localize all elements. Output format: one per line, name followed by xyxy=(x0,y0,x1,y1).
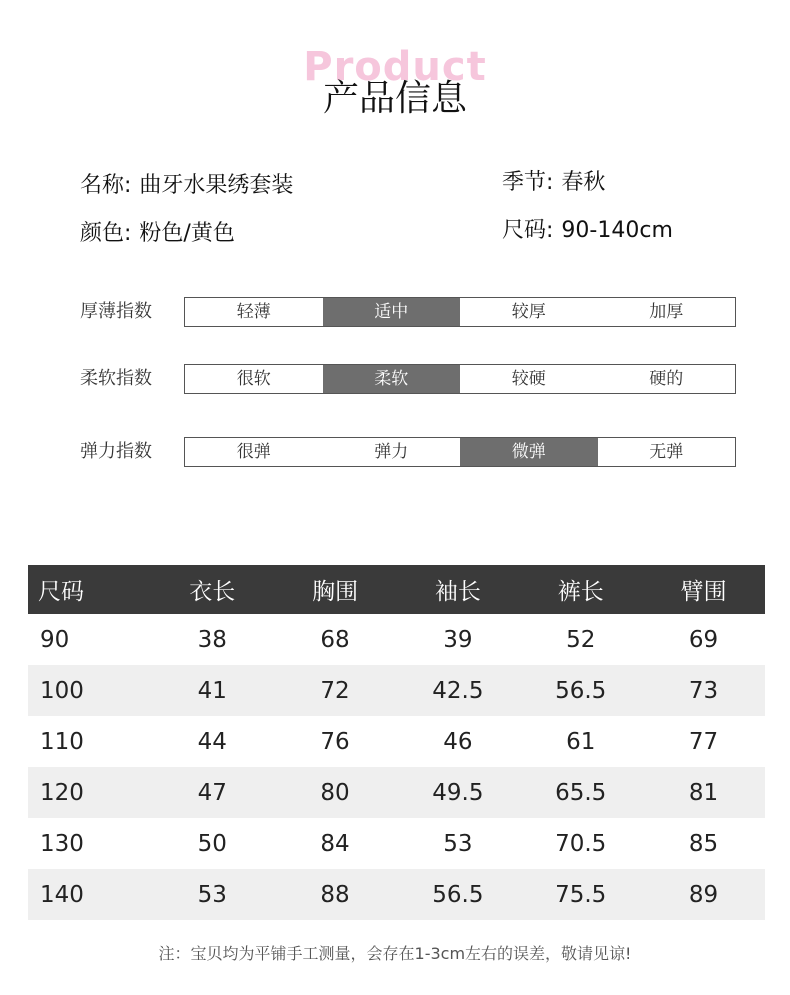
table-cell: 42.5 xyxy=(396,665,519,716)
table-cell: 76 xyxy=(320,728,350,755)
scale-option: 加厚 xyxy=(649,302,684,322)
index-scale xyxy=(184,437,736,467)
index-name: 弹力指数 xyxy=(80,441,152,462)
table-cell: 70.5 xyxy=(555,830,607,857)
scale-option: 弹力 xyxy=(374,442,409,462)
table-cell: 49.5 xyxy=(396,767,519,818)
table-cell: 110 xyxy=(40,728,84,755)
table-header-cell: 臂围 xyxy=(642,565,765,614)
index-name: 厚薄指数 xyxy=(80,301,152,322)
index-row-softness xyxy=(80,364,740,394)
scale-option: 硬的 xyxy=(649,369,684,389)
table-cell: 81 xyxy=(642,767,765,818)
scale-option: 柔软 xyxy=(323,365,461,393)
table-row xyxy=(28,818,765,869)
table-header-row xyxy=(28,565,765,614)
table-header-cell: 尺码 xyxy=(28,565,151,614)
scale-option: 微弹 xyxy=(460,438,598,466)
size-table xyxy=(28,565,765,920)
table-cell: 68 xyxy=(320,626,350,653)
table-cell: 77 xyxy=(688,728,719,755)
table-cell: 72 xyxy=(274,665,397,716)
info-name-value: 曲牙水果绣套装 xyxy=(139,173,294,198)
header xyxy=(0,40,790,120)
index-row-thickness xyxy=(80,297,740,327)
page-title: 产品信息 xyxy=(322,78,467,119)
scale-option: 无弹 xyxy=(649,442,684,462)
info-color xyxy=(80,216,235,247)
table-cell: 89 xyxy=(642,869,765,920)
index-scale xyxy=(184,297,736,327)
info-size xyxy=(502,213,673,244)
table-cell: 65.5 xyxy=(519,767,642,818)
table-cell: 52 xyxy=(566,626,596,653)
table-cell: 38 xyxy=(197,626,227,653)
scale-option: 轻薄 xyxy=(236,302,271,322)
header-bg-word: Product xyxy=(303,44,487,90)
table-cell: 41 xyxy=(151,665,274,716)
table-cell: 53 xyxy=(151,869,274,920)
table-cell: 46 xyxy=(443,728,473,755)
info-color-label: 颜色: xyxy=(80,221,132,246)
table-header-cell: 袖长 xyxy=(396,565,519,614)
table-cell: 73 xyxy=(642,665,765,716)
table-cell: 50 xyxy=(197,830,227,857)
table-row xyxy=(28,716,765,767)
table-cell: 140 xyxy=(28,869,151,920)
scale-option: 很弹 xyxy=(236,442,271,462)
info-season xyxy=(502,165,605,196)
info-name xyxy=(80,168,293,199)
scale-option: 适中 xyxy=(323,298,461,326)
scale-option: 很软 xyxy=(236,369,271,389)
table-row xyxy=(28,665,765,716)
table-cell: 84 xyxy=(320,830,350,857)
table-cell: 80 xyxy=(274,767,397,818)
index-row-elasticity xyxy=(80,437,740,467)
info-name-label: 名称: xyxy=(80,173,132,198)
table-cell: 53 xyxy=(443,830,473,857)
measurement-note: 注：宝贝均为平铺手工测量，会存在1-3cm左右的误差，敬请见谅! xyxy=(158,944,632,963)
table-cell: 61 xyxy=(566,728,596,755)
table-cell: 39 xyxy=(443,626,473,653)
table-cell: 100 xyxy=(28,665,151,716)
table-row xyxy=(28,767,765,818)
info-season-label: 季节: xyxy=(502,170,554,195)
index-scale xyxy=(184,364,736,394)
table-cell: 75.5 xyxy=(519,869,642,920)
table-header-cell: 裤长 xyxy=(519,565,642,614)
table-header-cell: 胸围 xyxy=(274,565,397,614)
table-cell: 85 xyxy=(688,830,719,857)
scale-option: 较厚 xyxy=(511,302,546,322)
table-row xyxy=(28,869,765,920)
table-cell: 56.5 xyxy=(396,869,519,920)
info-size-value: 90-140cm xyxy=(561,218,673,243)
table-header-cell: 衣长 xyxy=(151,565,274,614)
table-cell: 56.5 xyxy=(519,665,642,716)
table-cell: 120 xyxy=(28,767,151,818)
index-name: 柔软指数 xyxy=(80,368,152,389)
info-season-value: 春秋 xyxy=(561,170,606,195)
table-row xyxy=(28,614,765,665)
scale-option: 较硬 xyxy=(511,369,546,389)
info-color-value: 粉色/黄色 xyxy=(139,221,235,246)
table-cell: 90 xyxy=(40,626,70,653)
table-cell: 47 xyxy=(151,767,274,818)
table-cell: 130 xyxy=(40,830,84,857)
info-size-label: 尺码: xyxy=(502,218,554,243)
table-cell: 44 xyxy=(197,728,227,755)
table-cell: 88 xyxy=(274,869,397,920)
table-cell: 69 xyxy=(688,626,719,653)
